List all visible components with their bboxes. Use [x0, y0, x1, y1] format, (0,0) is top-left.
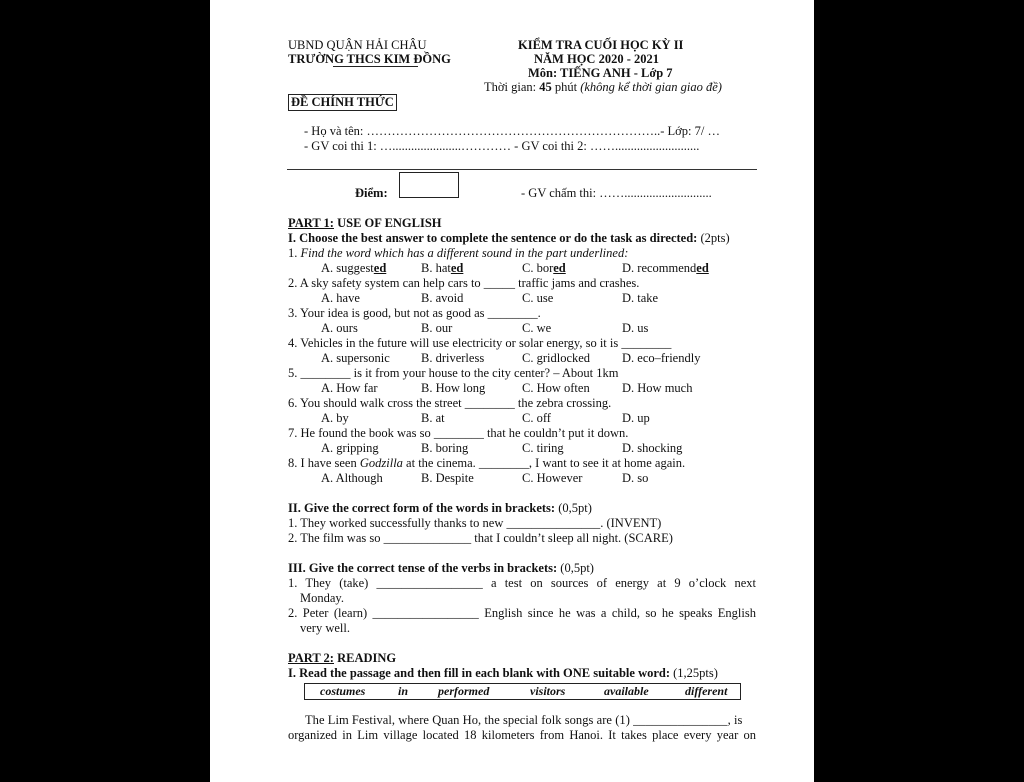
question-1: 1. Find the word which has a different sound in the part underlined:	[288, 246, 629, 260]
q8-option-d: D. so	[622, 471, 649, 485]
word-box-item: performed	[438, 684, 490, 698]
section3-title: III. Give the correct tense of the verbs in brackets: (0,5pt)	[288, 561, 594, 575]
section2-title: II. Give the correct form of the words in brackets: (0,5pt)	[288, 501, 592, 515]
word-box	[304, 683, 741, 700]
school-underline	[333, 66, 418, 67]
official-badge: ĐỀ CHÍNH THỨC	[288, 94, 397, 111]
name-line: - Họ và tên: ……………………………………………………………..- Lớp: 7/ …	[304, 124, 720, 138]
section3-q2: 2. Peter (learn) _________________ English since he was a child, so he speaks English	[288, 606, 756, 620]
q4-option-c: C. gridlocked	[522, 351, 591, 365]
section3-q1-cont: Monday.	[300, 591, 344, 605]
q2-option-b: B. avoid	[421, 291, 464, 305]
section1-title: I. Choose the best answer to complete the sentence or do the task as directed: (2pts)	[288, 231, 730, 245]
question-6: 6. You should walk cross the street ________ the zebra crossing.	[288, 396, 612, 410]
district-name: UBND QUẬN HẢI CHÂU	[288, 38, 427, 52]
q6-option-d: D. up	[622, 411, 650, 425]
word-box-item: available	[604, 684, 649, 698]
score-box	[399, 172, 459, 198]
q7-option-d: D. shocking	[622, 441, 683, 455]
q1-option-d: D. recommended	[622, 261, 709, 275]
section3-q2-cont: very well.	[300, 621, 350, 635]
q5-option-c: C. How often	[522, 381, 590, 395]
q5-option-b: B. How long	[421, 381, 486, 395]
divider	[287, 169, 757, 170]
q3-option-c: C. we	[522, 321, 552, 335]
school-name: TRƯỜNG THCS KIM ĐỒNG	[288, 52, 451, 66]
time-line: Thời gian: 45 phút (không kể thời gian giao đề)	[484, 80, 722, 94]
q1-option-c: C. bored	[522, 261, 566, 275]
section2-q2: 2. The film was so ______________ that I couldn’t sleep all night. (SCARE)	[288, 531, 673, 545]
q6-option-b: B. at	[421, 411, 445, 425]
q8-option-b: B. Despite	[421, 471, 474, 485]
q2-option-a: A. have	[321, 291, 360, 305]
section2-q1: 1. They worked successfully thanks to new _______________. (INVENT)	[288, 516, 662, 530]
q5-option-a: A. How far	[321, 381, 378, 395]
reading-section-title: I. Read the passage and then fill in each blank with ONE suitable word: (1,25pts)	[288, 666, 718, 680]
q1-option-b: B. hated	[421, 261, 464, 275]
word-box-item: costumes	[320, 684, 366, 698]
q7-option-c: C. tiring	[522, 441, 564, 455]
passage-line-2: organized in Lim village located 18 kilometers from Hanoi. It takes place every year on	[288, 728, 756, 742]
grader-line: - GV chấm thi: ……............................	[521, 186, 712, 200]
score-label: Điểm:	[355, 186, 388, 200]
part2-heading: PART 2: READING	[288, 651, 397, 665]
part1-heading: PART 1: USE OF ENGLISH	[288, 216, 442, 230]
question-7: 7. He found the book was so ________ that he couldn’t put it down.	[288, 426, 629, 440]
q4-option-d: D. eco–friendly	[622, 351, 701, 365]
question-3: 3. Your idea is good, but not as good as ________.	[288, 306, 541, 320]
exam-page	[210, 0, 814, 782]
q5-option-d: D. How much	[622, 381, 693, 395]
section3-q1: 1. They (take) _________________ a test on sources of energy at 9 o’clock next	[288, 576, 756, 590]
exam-title: KIỂM TRA CUỐI HỌC KỲ II	[518, 38, 684, 52]
question-5: 5. ________ is it from your house to the city center? – About 1km	[288, 366, 619, 380]
q8-option-c: C. However	[522, 471, 583, 485]
q3-option-a: A. ours	[321, 321, 358, 335]
q3-option-d: D. us	[622, 321, 649, 335]
question-8: 8. I have seen Godzilla at the cinema. ________, I want to see it at home again.	[288, 456, 686, 470]
q6-option-c: C. off	[522, 411, 551, 425]
q4-option-a: A. supersonic	[321, 351, 390, 365]
subject: Môn: TIẾNG ANH - Lớp 7	[528, 66, 673, 80]
q8-option-a: A. Although	[321, 471, 383, 485]
q4-option-b: B. driverless	[421, 351, 485, 365]
word-box-item: different	[685, 684, 728, 698]
q7-option-a: A. gripping	[321, 441, 379, 455]
proctor-line: - GV coi thi 1: …......................………… - GV coi thi 2: ……...........................	[304, 139, 700, 153]
q3-option-b: B. our	[421, 321, 453, 335]
question-2: 2. A sky safety system can help cars to _____ traffic jams and crashes.	[288, 276, 640, 290]
word-box-item: in	[398, 684, 409, 698]
question-4: 4. Vehicles in the future will use electricity or solar energy, so it is ________	[288, 336, 672, 350]
q2-option-d: D. take	[622, 291, 659, 305]
q6-option-a: A. by	[321, 411, 349, 425]
q7-option-b: B. boring	[421, 441, 469, 455]
word-box-item: visitors	[530, 684, 566, 698]
q1-option-a: A. suggested	[321, 261, 387, 275]
school-year: NĂM HỌC 2020 - 2021	[534, 52, 659, 66]
q2-option-c: C. use	[522, 291, 554, 305]
passage-line-1: The Lim Festival, where Quan Ho, the special folk songs are (1) _______________, is	[305, 713, 743, 727]
